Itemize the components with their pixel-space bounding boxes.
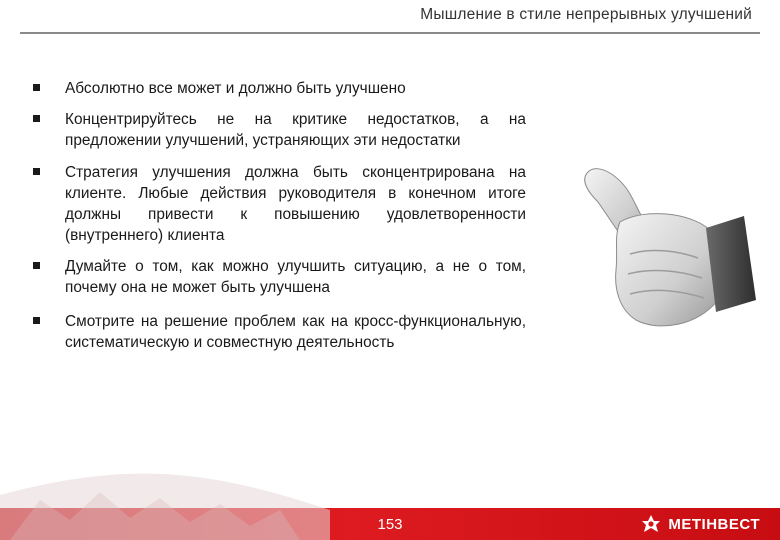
bullet-marker	[33, 115, 40, 122]
bullet-marker	[33, 168, 40, 175]
company-logo	[640, 514, 760, 534]
page-number: 153	[377, 516, 403, 533]
logo-mark-icon	[640, 514, 662, 534]
thumbs-up-icon	[558, 150, 764, 350]
list-item	[30, 256, 526, 298]
bullet-text: Стратегия улучшения должна быть сконцентрирована на клиенте. Любые действия руководителя в конечном итоге должны привести к повышению удовлетворенности (внутреннего) клиента	[65, 164, 526, 244]
bullet-text: Концентрируйтесь не на критике недостатков, а на предложении улучшений, устраняющих эти недостатки	[65, 111, 526, 149]
list-item	[30, 311, 526, 353]
slide-title: Мышление в стиле непрерывных улучшений	[420, 6, 752, 23]
list-item	[30, 162, 526, 246]
bullet-marker	[33, 317, 40, 324]
list-item	[30, 109, 526, 151]
logo-text: МЕТІНВЕСТ	[668, 515, 760, 533]
bullet-list	[30, 68, 526, 353]
bullet-text: Думайте о том, как можно улучшить ситуацию, а не о том, почему она не может быть улучшена	[65, 258, 526, 296]
bullet-marker	[33, 262, 40, 269]
list-item	[30, 78, 526, 99]
bullet-text: Смотрите на решение проблем как на кросс-функциональную, систематическую и совместную деятельность	[65, 313, 526, 351]
title-rule	[20, 32, 760, 34]
bullet-text: Абсолютно все может и должно быть улучшено	[65, 80, 406, 97]
bullet-marker	[33, 84, 40, 91]
